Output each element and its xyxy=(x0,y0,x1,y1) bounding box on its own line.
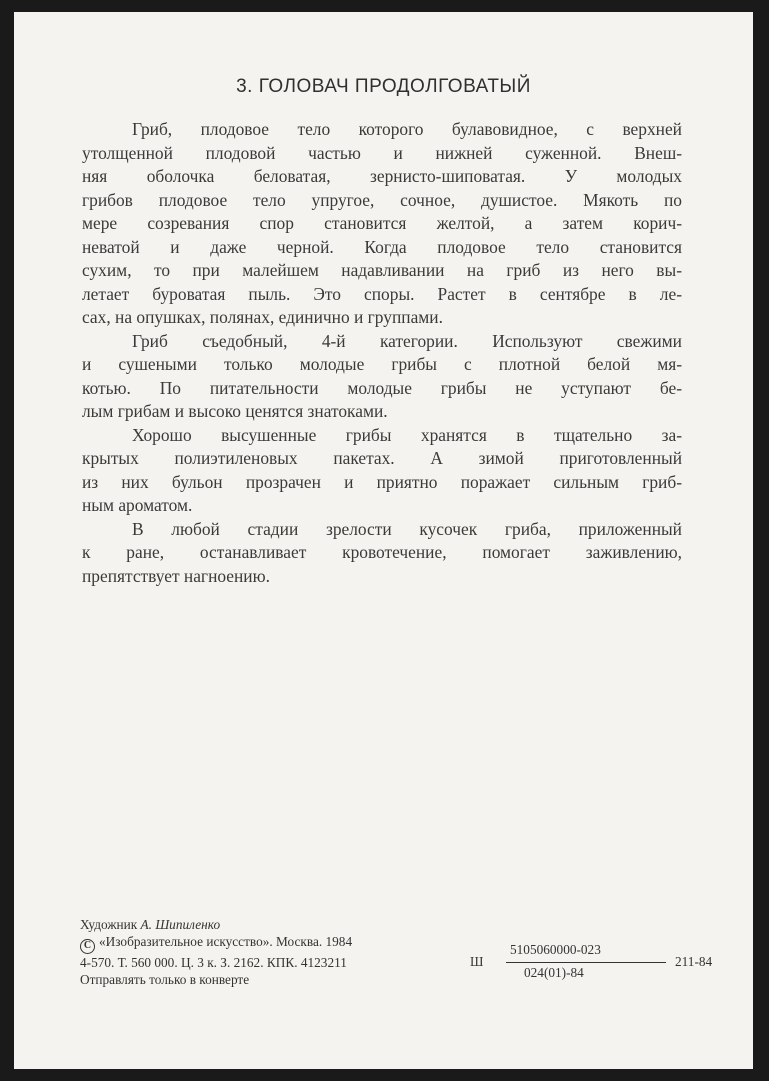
publisher-line xyxy=(80,933,352,954)
page-title: 3. ГОЛОВАЧ ПРОДОЛГОВАТЫЙ xyxy=(236,76,531,97)
text-line: к ране, останавливает кровотечение, помогает заживлению, xyxy=(82,542,682,562)
publisher: «Изобразительное искусство». Москва. 1984 xyxy=(99,934,353,949)
paragraph-3 xyxy=(82,424,682,518)
text-line: няя оболочка беловатая, зернисто-шиповатая. У молодых xyxy=(82,166,682,186)
code-letter: Ш xyxy=(470,954,484,969)
artist-credit xyxy=(80,916,352,933)
text-line: сухим, то при малейшем надавливании на гриб из него вы- xyxy=(82,260,682,280)
text-line: В любой стадии зрелости кусочек гриба, приложенный xyxy=(132,518,682,539)
copyright-icon: C xyxy=(80,939,95,954)
text-line: лым грибам и высоко ценятся знатоками. xyxy=(82,401,388,421)
text-line: и сушеными только молодые грибы с плотной белой мя- xyxy=(82,354,682,374)
text-line: Гриб съедобный, 4-й категории. Используют свежими xyxy=(132,330,682,351)
mailing-note: Отправлять только в конверте xyxy=(80,972,250,987)
paragraph-4 xyxy=(82,518,682,589)
artist-name: А. Шипиленко xyxy=(140,917,221,932)
code-denominator: 024(01)-84 xyxy=(524,965,584,980)
text-line: сах, на опушках, полянах, единично и группами. xyxy=(82,307,443,327)
text-line: Гриб, плодовое тело которого булавовидное, с верхней xyxy=(132,119,682,139)
text-line: мере созревания спор становится желтой, а затем корич- xyxy=(82,213,682,233)
postcard-back xyxy=(14,12,753,1069)
code-numerator: 5105060000-023 xyxy=(510,942,601,957)
text-line: препятствует нагноению. xyxy=(82,565,270,586)
text-line: котью. По питательности молодые грибы не уступают бе- xyxy=(82,377,682,398)
text-line: крытых полиэтиленовых пакетах. А зимой приготовленный xyxy=(82,448,682,468)
body-text xyxy=(82,118,682,588)
imprint xyxy=(80,916,352,988)
fraction-rule xyxy=(506,962,666,963)
paragraph-2 xyxy=(82,330,682,424)
text-line: летает буроватая пыль. Это споры. Растет в сентябре в ле- xyxy=(82,283,682,304)
artist-label: Художник xyxy=(80,917,138,932)
text-line: Хорошо высушенные грибы хранятся в тщательно за- xyxy=(132,424,682,445)
text-line: из них бульон прозрачен и приятно поражает сильным гриб- xyxy=(82,471,682,492)
text-line: утолщенной плодовой частью и нижней суженной. Внеш- xyxy=(82,142,682,163)
text-line: грибов плодовое тело упругое, сочное, душистое. Мякоть по xyxy=(82,189,682,210)
code-suffix: 211-84 xyxy=(675,954,713,969)
text-line: ным ароматом. xyxy=(82,495,193,515)
text-line: неватой и даже черной. Когда плодовое тело становится xyxy=(82,236,682,257)
paragraph-1 xyxy=(82,118,682,330)
print-info: 4-570. Т. 560 000. Ц. 3 к. З. 2162. КПК. 4123211 xyxy=(80,955,347,970)
